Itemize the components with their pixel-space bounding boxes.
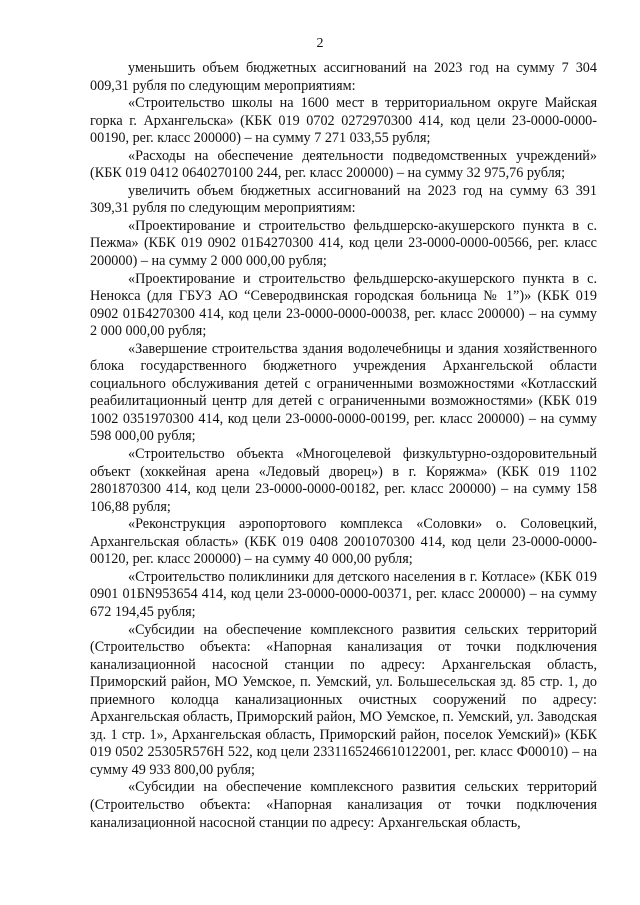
paragraph-kotlas-polyclinic: «Строительство поликлиники для детского населения в г. Котласе» (КБК 019 0901 01БN953654 414, код цели 23-0000-0000-00371, рег. класс 200000) – на сумму 672 194,45 рубля;	[90, 568, 597, 620]
paragraph-koryazhma-ice-arena: «Строительство объекта «Многоцелевой физкультурно-оздоровительный объект (хоккейная арена «Ледовый дворец») в г. Коряжма» (КБК 019 1102 2801870300 414, код цели 23-0000-0000-00182, рег. класс 200000) – на сумму 158 106,88 рубля;	[90, 446, 597, 515]
paragraph-rural-sewer-2: «Субсидии на обеспечение комплексного развития сельских территорий (Строительство объекта: «Напорная канализация от точки подключения канализационной насосной станции по адресу: Архангельская область,	[90, 779, 597, 831]
paragraph-subordinate-institutions: «Расходы на обеспечение деятельности подведомственных учреждений» (КБК 019 0412 0640270100 244, рег. класс 200000) – на сумму 32 975,76 рубля;	[90, 147, 597, 182]
document-body	[90, 60, 597, 832]
page-number: 2	[316, 36, 324, 51]
paragraph-solovki-airport: «Реконструкция аэропортового комплекса «Соловки» о. Соловецкий, Архангельская область» (КБК 019 0408 2001070300 414, код цели 23-0000-0000-00120, рег. класс 200000) – на сумму 40 000,00 рубля;	[90, 516, 597, 568]
paragraph-increase-intro: увеличить объем бюджетных ассигнований на 2023 год на сумму 63 391 309,31 рубля по следующим мероприятиям:	[90, 182, 597, 217]
paragraph-kotlas-rehab-center: «Завершение строительства здания водолечебницы и здания хозяйственного блока государственного бюджетного учреждения Архангельской области социального обслуживания детей с ограниченными возможностями «Котласский реабилитационный центр для детей с ограниченными возможностями» (КБК 019 1002 0351970300 414, код цели 23-0000-0000-00199, рег. класс 200000) – на сумму 598 000,00 рубля;	[90, 340, 597, 445]
paragraph-fap-nenoksa: «Проектирование и строительство фельдшерско-акушерского пункта в с. Ненокса (для ГБУЗ АО “Северодвинская городская больница № 1”)» (КБК 019 0902 01Б4270300 414, код цели 23-0000-0000-00038, рег. класс 200000) – на сумму 2 000 000,00 рубля;	[90, 270, 597, 340]
paragraph-school-construction: «Строительство школы на 1600 мест в территориальном округе Майская горка г. Архангельска» (КБК 019 0702 0272970300 414, код цели 23-0000-0000-00190, рег. класс 200000) – на сумму 7 271 033,55 рубля;	[90, 95, 597, 147]
paragraph-decrease-intro: уменьшить объем бюджетных ассигнований на 2023 год на сумму 7 304 009,31 рубля по следующим мероприятиям:	[90, 60, 597, 94]
paragraph-fap-pezhma: «Проектирование и строительство фельдшерско-акушерского пункта в с. Пежма» (КБК 019 0902 01Б4270300 414, код цели 23-0000-0000-00566, рег. класс 200000) – на сумму 2 000 000,00 рубля;	[90, 217, 597, 270]
paragraph-rural-sewer-1: «Субсидии на обеспечение комплексного развития сельских территорий (Строительство объекта: «Напорная канализация от точки подключения канализационной насосной станции по адресу: Архангельская область, Приморский район, МО Уемское, п. Уемский, ул. Большесельская зд. 85 стр. 1, до приемного колодца канализационных очистных сооружений по адресу: Архангельская область, Приморский район, МО Уемское, п. Уемский, ул. Заводская зд. 1 стр. 1», Архангельская область, Приморский район, поселок Уемский)» (КБК 019 0502 25305R576Н 522, код цели 2331165246610122001, рег. класс Ф00010) – на сумму 49 933 800,00 рубля;	[90, 621, 597, 778]
